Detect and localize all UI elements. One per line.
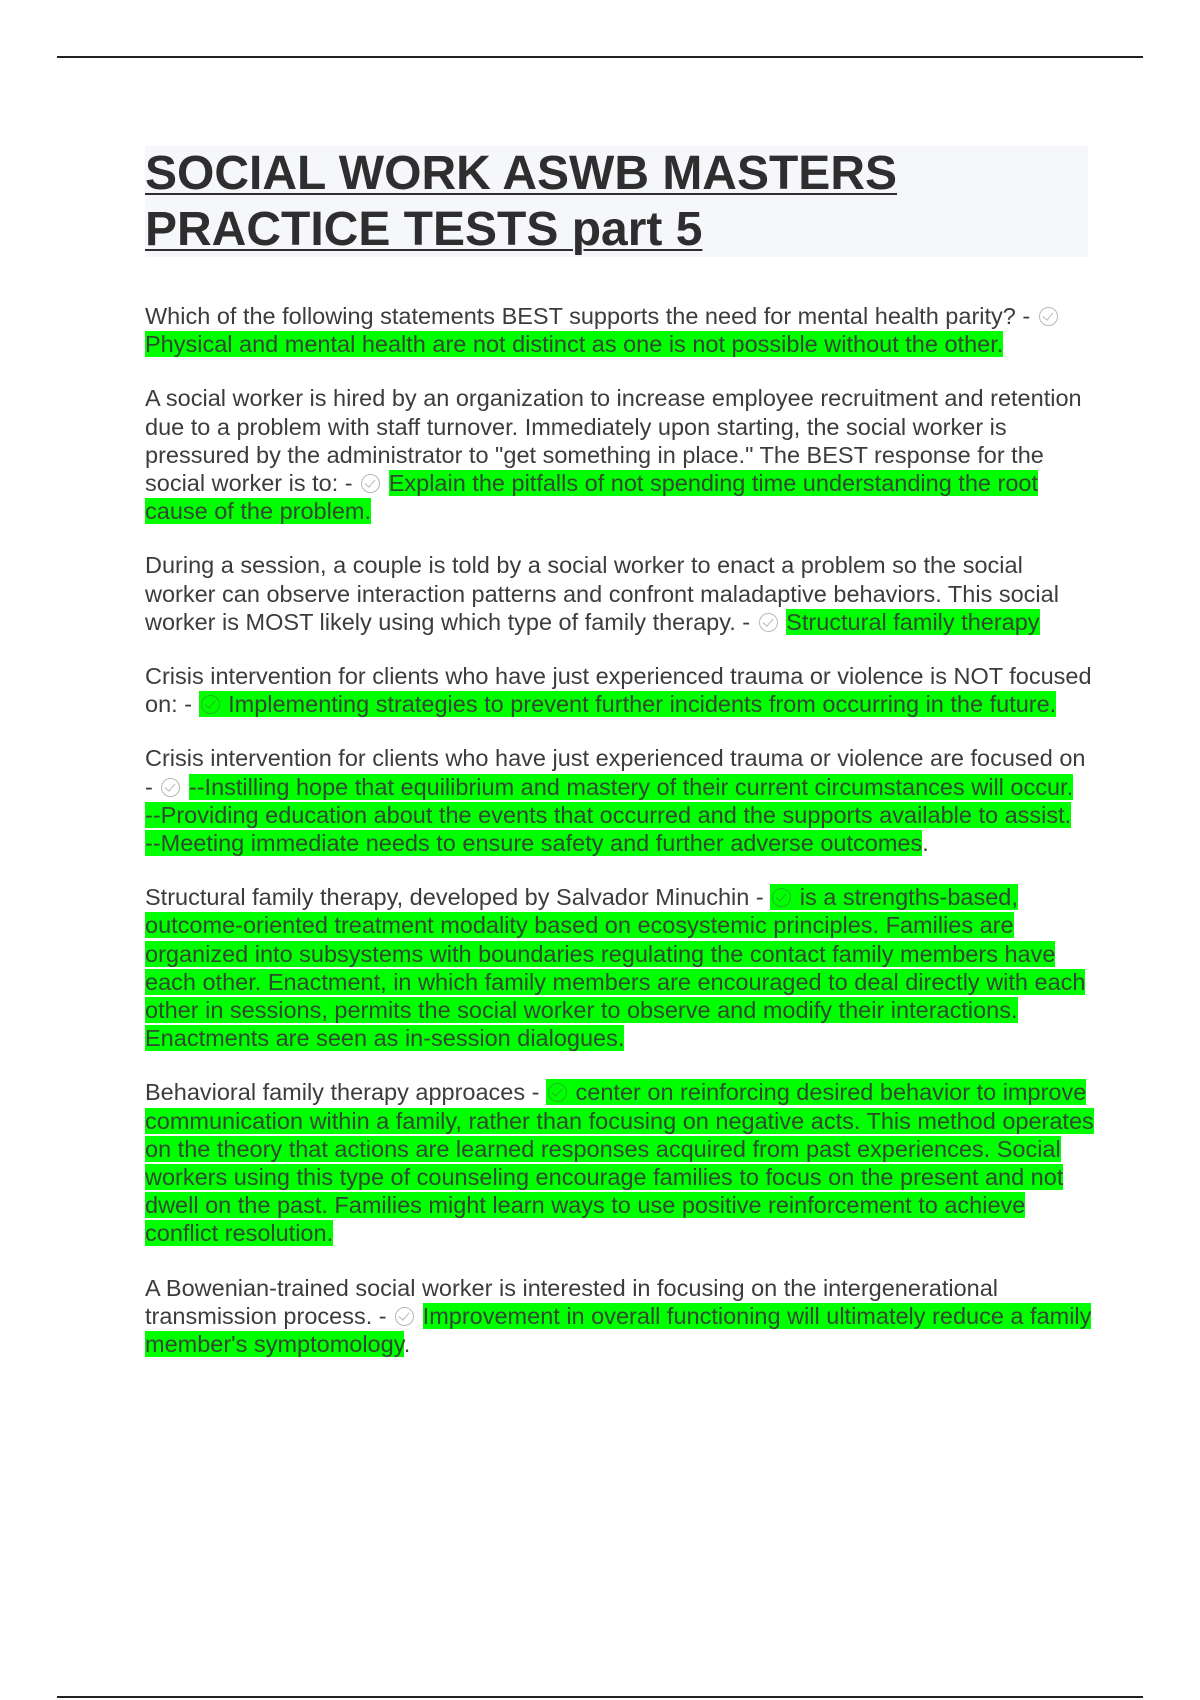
document-title bbox=[145, 146, 1088, 258]
qa-item bbox=[145, 883, 1095, 1052]
title-block bbox=[145, 146, 1088, 257]
bottom-rule bbox=[57, 1696, 1143, 1698]
check-circle-icon bbox=[772, 888, 791, 907]
qa-item bbox=[145, 662, 1095, 718]
qa-item bbox=[145, 302, 1095, 358]
question-text: During a session, a couple is told by a social worker to enact a problem so the social worker can observe interaction patterns and confront maladaptive behaviors. This social worker is MOST likely using which type of family therapy. - bbox=[145, 552, 1059, 635]
answer-text: Improvement in overall functioning will ultimately reduce a family member's symptomology bbox=[145, 1302, 1092, 1358]
check-circle-icon bbox=[361, 474, 380, 493]
top-rule bbox=[57, 56, 1143, 58]
answer-text: Explain the pitfalls of not spending time understanding the root cause of the problem. bbox=[145, 470, 1038, 525]
answer-highlight bbox=[199, 691, 1057, 717]
question-text: Crisis intervention for clients who have just experienced trauma or violence are focused on - bbox=[145, 745, 1086, 800]
trailing-period: . bbox=[922, 830, 929, 857]
qa-item bbox=[145, 1274, 1095, 1359]
question-text: Structural family therapy, developed by Salvador Minuchin - bbox=[145, 884, 764, 911]
qa-list bbox=[145, 302, 1095, 1384]
answer-text: Structural family therapy bbox=[786, 608, 1040, 635]
qa-item bbox=[145, 1078, 1095, 1247]
question-text: Behavioral family therapy approaces - bbox=[145, 1079, 540, 1106]
check-circle-icon bbox=[759, 613, 778, 632]
check-circle-icon bbox=[1039, 307, 1058, 326]
check-circle-icon bbox=[548, 1083, 567, 1102]
check-circle-icon bbox=[201, 695, 220, 714]
answer-line: --Meeting immediate needs to ensure safety and further adverse outcomes bbox=[145, 830, 923, 857]
qa-item bbox=[145, 744, 1095, 857]
answer-line: --Instilling hope that equilibrium and mastery of their current circumstances will occur. bbox=[188, 773, 1074, 800]
check-circle-icon bbox=[395, 1307, 414, 1326]
qa-item bbox=[145, 551, 1095, 636]
answer-line: --Providing education about the events that occurred and the supports available to assist. bbox=[145, 801, 1072, 828]
question-text: A social worker is hired by an organization to increase employee recruitment and retention due to a problem with staff turnover. Immediately upon starting, the social worker is pressured by the administrator to "get something in place." The BEST response for the social worker is to: - bbox=[145, 385, 1082, 497]
answer-text: is a strengths-based, outcome-oriented treatment modality based on ecosystemic principles. Families are organized into subsystems with boundaries regulating the contact family members have each other. Enactment, in which family members are encouraged to deal directly with each other in sessions, permits the social worker to observe and modify their interactions. Enactments are seen as in-session dialogues. bbox=[145, 884, 1086, 1052]
trailing-period: . bbox=[403, 1331, 411, 1358]
title-line-1: SOCIAL WORK ASWB MASTERS bbox=[145, 147, 897, 200]
answer-text: Implementing strategies to prevent further incidents from occurring in the future. bbox=[228, 691, 1057, 718]
answer-text: Physical and mental health are not distinct as one is not possible without the other. bbox=[145, 331, 1004, 358]
question-text: Which of the following statements BEST supports the need for mental health parity? - bbox=[145, 303, 1031, 329]
qa-item bbox=[145, 384, 1095, 525]
answer-text: center on reinforcing desired behavior to improve communication within a family, rather than focusing on negative acts. This method operates on the theory that actions are learned responses acquired from past experiences. Social workers using this type of counseling encourage families to focus on the present and not dwell on the past. Families might learn ways to use positive reinforcement to achieve conflict resolution. bbox=[145, 1079, 1094, 1247]
title-line-2: PRACTICE TESTS part 5 bbox=[145, 203, 703, 256]
check-circle-icon bbox=[161, 778, 180, 797]
question-text: A Bowenian-trained social worker is interested in focusing on the intergenerational transmission process. - bbox=[145, 1274, 999, 1329]
question-text: Crisis intervention for clients who have just experienced trauma or violence is NOT focused on: - bbox=[145, 663, 1092, 718]
